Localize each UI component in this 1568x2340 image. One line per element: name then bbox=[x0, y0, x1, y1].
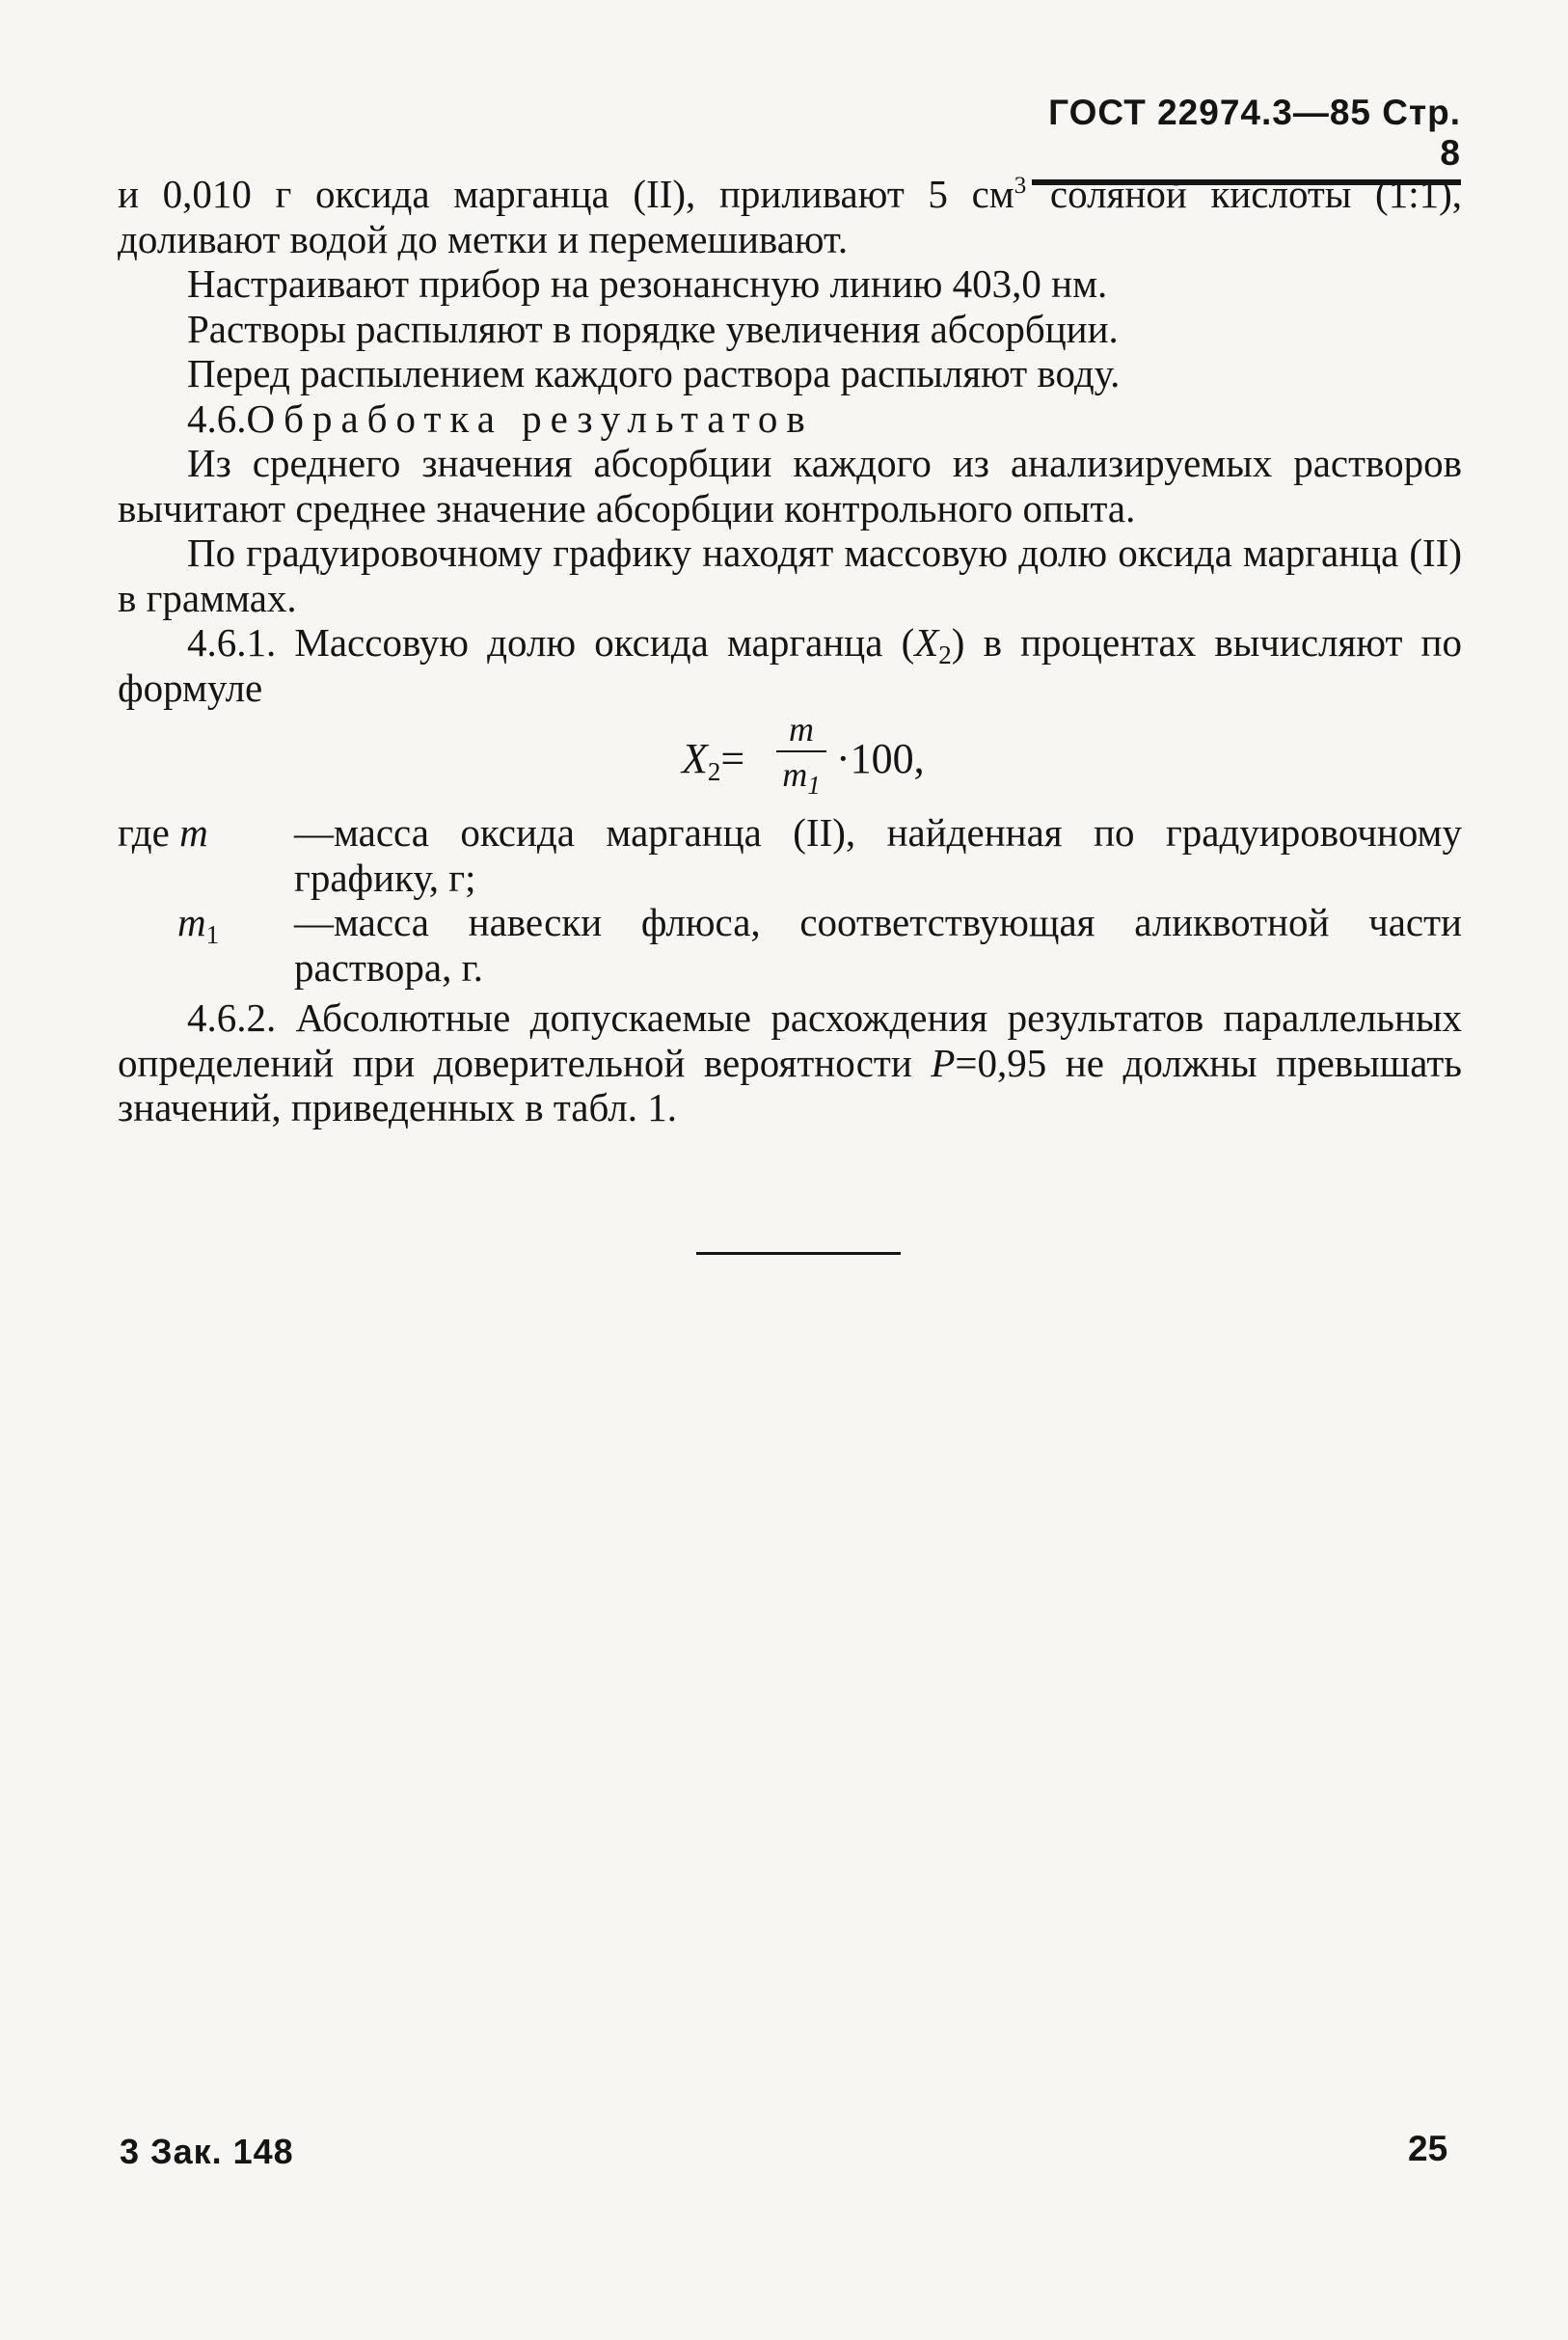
document-body bbox=[118, 172, 1462, 1130]
definitions bbox=[118, 810, 1462, 990]
fraction-bar bbox=[776, 750, 826, 752]
formula-fraction bbox=[776, 710, 826, 800]
paragraph-4-6-1: 4.6.1. Массовую долю оксида марганца $(X_2)$ в процентах вычисляют по формуле bbox=[118, 620, 1462, 710]
section-heading bbox=[118, 396, 1462, 442]
paragraph-4-6-2: 4.6.2. Абсолютные допускаемые расхождения результатов параллельных определений при доверительной вероятности P=0,95 не должны превышать значений, приведенных в табл. 1. bbox=[118, 995, 1462, 1129]
formula-numerator: m bbox=[789, 710, 814, 748]
page-number: 25 bbox=[1408, 2129, 1448, 2168]
paragraph-spray-water: Перед распылением каждого раствора распыляют воду. bbox=[187, 351, 1121, 395]
paragraph-dilution: и 0,010 г оксида марганца (II), приливают 5 $см^3$ соляной кислоты (1:1), доливают водой до метки и перемешивают. bbox=[118, 172, 1463, 261]
superscript-3: 3 bbox=[1014, 173, 1027, 199]
formula-lhs-var: X bbox=[682, 735, 708, 782]
page-header: ГОСТ 22974.3—85 Стр. 8 bbox=[1032, 93, 1461, 185]
formula-denominator: $m_1$ bbox=[782, 755, 821, 800]
formula-rhs: ·100, bbox=[836, 735, 925, 782]
definition-m: где m —масса оксида марганца (II), найденная по градуировочному графику, г; bbox=[118, 810, 1462, 900]
end-separator-line bbox=[696, 1252, 901, 1255]
section-number: 4.6. bbox=[187, 395, 247, 441]
paragraph-spray-order: Растворы распыляют в порядке увеличения абсорбции. bbox=[187, 306, 1119, 351]
paragraph-subtract: Из среднего значения абсорбции каждого из анализируемых растворов вычитают среднее значение абсорбции контрольного опыта. bbox=[118, 441, 1462, 531]
paragraph-calibration: По градуировочному графику находят массовую долю оксида марганца (II) в граммах. bbox=[118, 531, 1462, 620]
paragraph-instrument: Настраивают прибор на резонансную линию 403,0 нм. bbox=[187, 261, 1108, 306]
formula: $X_2=$ m $m_1$ ·100, bbox=[682, 710, 925, 800]
footer-order-number: 3 Зак. 148 bbox=[120, 2132, 294, 2171]
section-title: Обработка результатов bbox=[246, 395, 814, 441]
definition-m1: $m_1$ —масса навески флюса, соответствующая аликвотной части раствора, г. bbox=[177, 900, 1462, 990]
